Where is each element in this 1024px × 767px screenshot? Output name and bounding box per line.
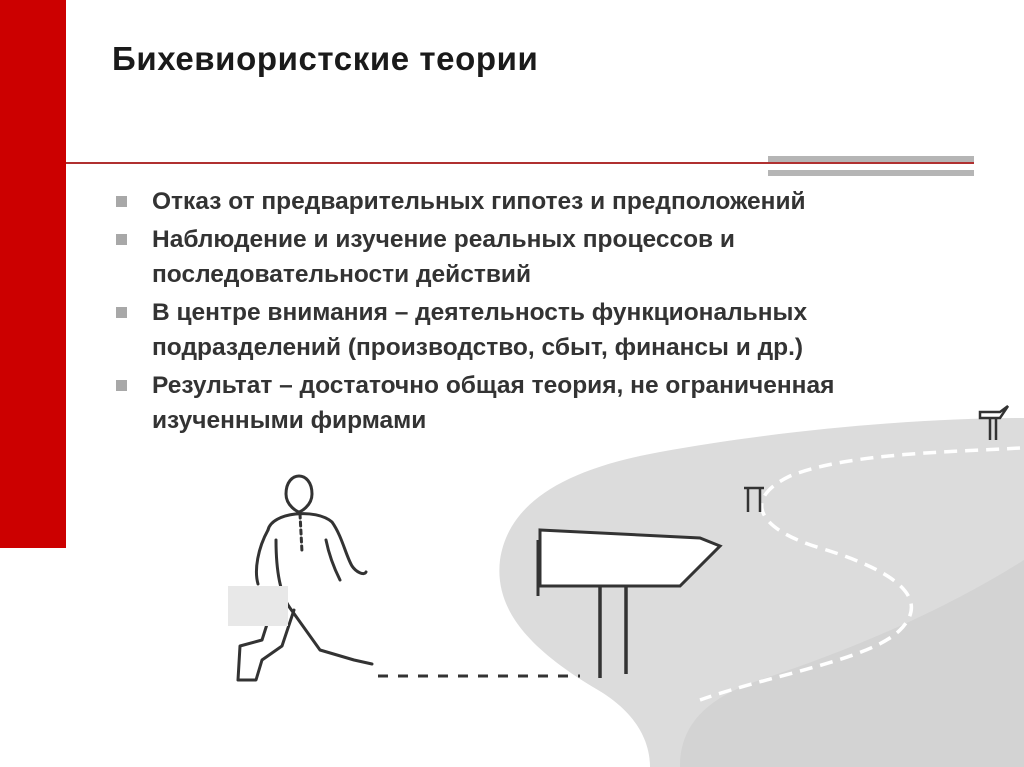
walking-man-icon bbox=[238, 476, 372, 680]
slide-title: Бихевиористские теории bbox=[112, 40, 539, 77]
square-bullet-icon bbox=[116, 234, 127, 245]
bullet-text: В центре внимания – деятельность функциональных подразделений (производство, сбыт, финансы и др.) bbox=[152, 299, 808, 361]
title-divider bbox=[66, 162, 974, 164]
bullet-list bbox=[112, 184, 972, 441]
bullet-item bbox=[112, 222, 972, 292]
bullet-text: Отказ от предварительных гипотез и предположений bbox=[152, 188, 806, 215]
square-bullet-icon bbox=[116, 307, 127, 318]
decorative-gray-line bbox=[768, 156, 974, 162]
decorative-gray-line bbox=[768, 170, 974, 176]
bullet-text: Наблюдение и изучение реальных процессов и последовательности действий bbox=[152, 226, 735, 288]
briefcase-icon bbox=[228, 586, 288, 626]
square-bullet-icon bbox=[116, 196, 127, 207]
bullet-text: Результат – достаточно общая теория, не ограниченная изученными фирмами bbox=[152, 372, 835, 434]
bullet-item bbox=[112, 295, 972, 365]
bullet-item bbox=[112, 184, 972, 219]
bullet-item bbox=[112, 368, 972, 438]
square-bullet-icon bbox=[116, 380, 127, 391]
